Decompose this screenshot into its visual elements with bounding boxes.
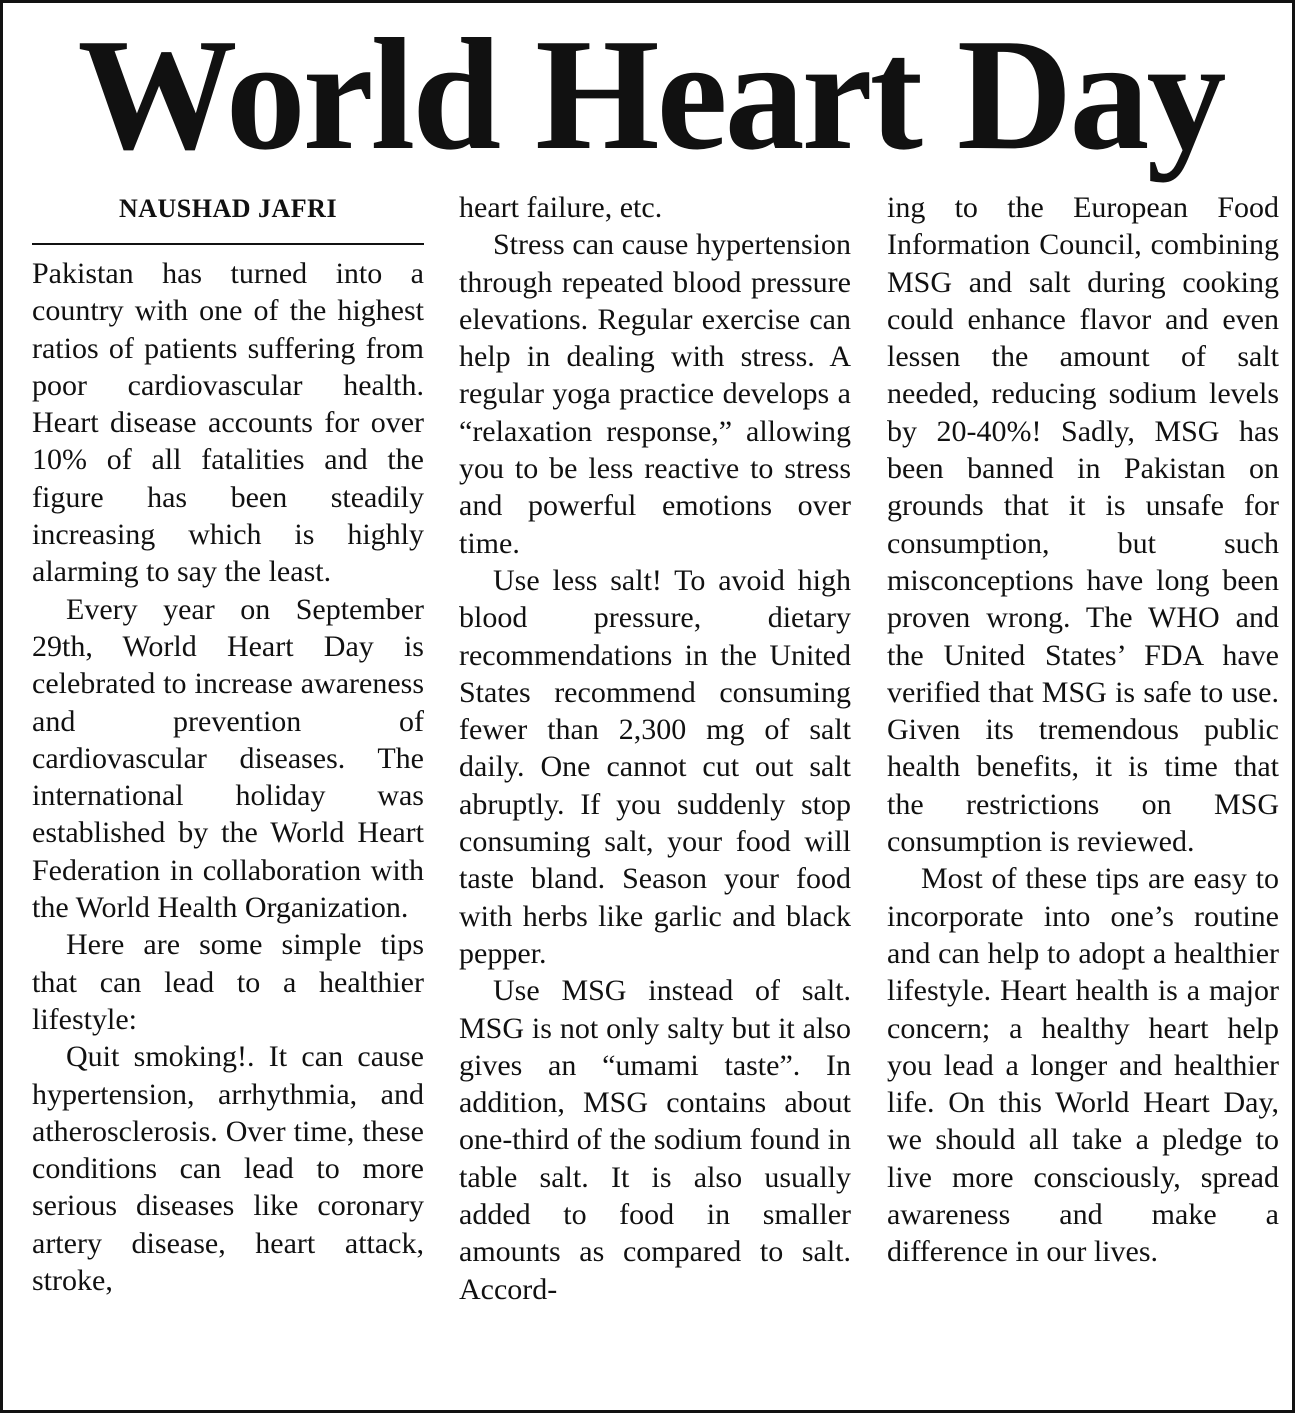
paragraph-tips-intro: Here are some simple tips that can lead to a healthier lifestyle:: [32, 928, 424, 1036]
paragraph-quit-smoking-continued: heart failure, etc.: [459, 191, 663, 224]
paragraph-msg: Use MSG instead of salt. MSG is not only salty but it also gives an “umami taste”. In addition, MSG contains about one-third of the sodium found in table salt. It is also usually added to food in smaller amounts as compared to salt. Accord-: [459, 974, 851, 1306]
column-3: [887, 189, 1279, 1271]
byline: NAUSHAD JAFRI: [118, 194, 338, 223]
paragraph-stress: Stress can cause hypertension through repeated blood pressure elevations. Regular exercise can help in dealing with stress. A regular yoga practice develops a “relaxation response,” allowing you to be less reactive to stress and powerful emotions over time.: [459, 228, 851, 560]
paragraph-conclusion: Most of these tips are easy to incorporate into one’s routine and can help to adopt a healthier lifestyle. Heart health is a major concern; a healthy heart help you lead a longer and healthier life. On this World Heart Day, we should all take a pledge to live more consciously, spread awareness and make a difference in our lives.: [887, 862, 1279, 1269]
byline-rule: [32, 243, 424, 245]
paragraph-msg-continued: ing to the European Food Information Council, combining MSG and salt during cooking could enhance flavor and even lessen the amount of salt needed, reducing sodium levels by 20-40%! Sadly, MSG has been banned in Pakistan on grounds that it is unsafe for consumption, but such misconceptions have long been proven wrong. The WHO and the United States’ FDA have verified that MSG is safe to use. Given its tremendous public health benefits, it is time that the restrictions on MSG consumption is reviewed.: [887, 191, 1279, 859]
headline: World Heart Day: [77, 5, 1224, 183]
paragraph-less-salt: Use less salt! To avoid high blood pressure, dietary recommendations in the United States recommend consuming fewer than 2,300 mg of salt daily. One cannot cut out salt abruptly. If you suddenly stop consuming salt, your food will taste bland. Season your food with herbs like garlic and black pepper.: [459, 563, 851, 970]
column-1: [32, 189, 424, 1299]
column-2: [459, 189, 851, 1308]
paragraph-world-heart-day: Every year on September 29th, World Heart Day is celebrated to increase awareness and prevention of cardiovascular diseases. The international holiday was established by the World Heart Federation in collaboration with the World Health Organization.: [32, 592, 424, 925]
paragraph-quit-smoking: Quit smoking!. It can cause hypertension, arrhythmia, and atherosclerosis. Over time, these conditions can lead to more serious diseases like coronary artery disease, heart attack, stroke,: [32, 1040, 424, 1298]
paragraph-intro: Pakistan has turned into a country with one of the highest ratios of patients suffering from poor cardiovascular health. Heart disease accounts for over 10% of all fatalities and the figure has been steadily increasing which is highly alarming to say the least.: [32, 257, 424, 589]
